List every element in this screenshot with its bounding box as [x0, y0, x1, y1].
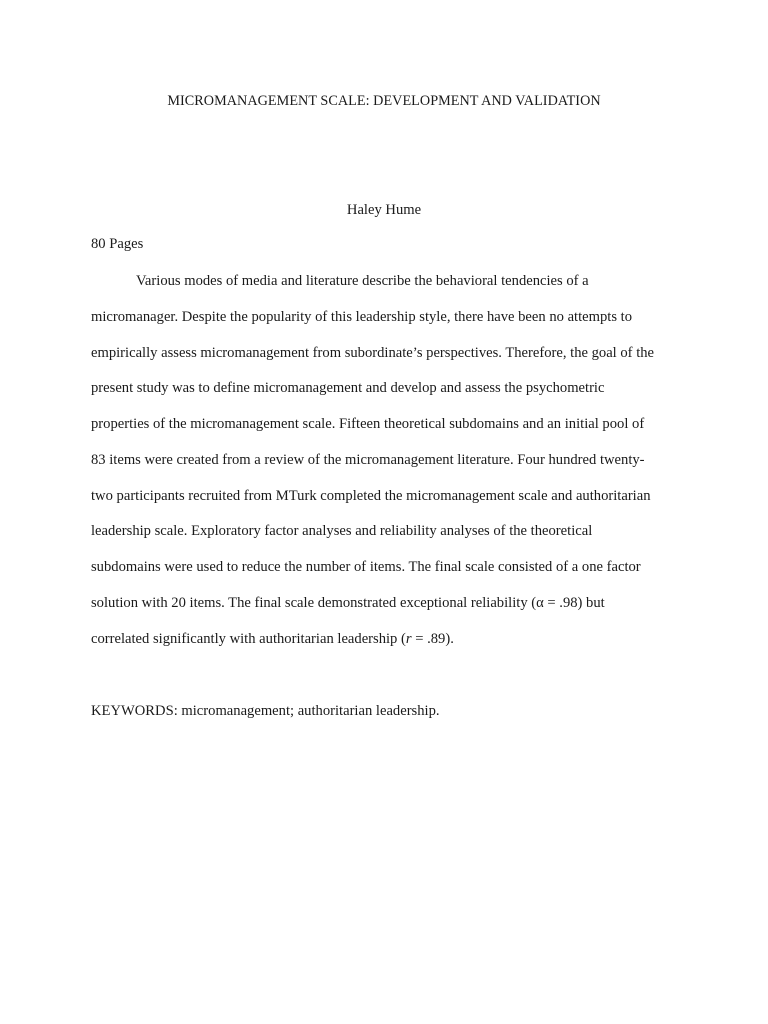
abstract-line: Various modes of media and literature describe the behavioral tendencies of a	[136, 273, 589, 289]
abstract-line: 83 items were created from a review of the micromanagement literature. Four hundred twenty-	[91, 451, 645, 468]
document-title: MICROMANAGEMENT SCALE: DEVELOPMENT AND VALIDATION	[167, 93, 601, 109]
abstract-line: micromanager. Despite the popularity of this leadership style, there have been no attempts to	[91, 308, 633, 325]
abstract-last-line-prefix: correlated significantly with authoritarian leadership (	[91, 630, 406, 647]
abstract-line: subdomains were used to reduce the number of items. The final scale consisted of a one factor	[91, 559, 641, 575]
correlation-symbol: r	[405, 630, 412, 647]
page-count: 80 Pages	[91, 236, 144, 252]
abstract-line: properties of the micromanagement scale. Fifteen theoretical subdomains and an initial pool of	[91, 416, 645, 432]
abstract	[91, 264, 677, 657]
abstract-line: empirically assess micromanagement from subordinate’s perspectives. Therefore, the goal of the	[91, 344, 655, 361]
author-name: Haley Hume	[346, 202, 422, 218]
abstract-line: present study was to define micromanagement and develop and assess the psychometric	[91, 380, 605, 397]
keywords: KEYWORDS: micromanagement; authoritarian leadership.	[91, 703, 440, 719]
abstract-line: two participants recruited from MTurk completed the micromanagement scale and authoritarian	[91, 487, 651, 504]
abstract-line: solution with 20 items. The final scale demonstrated exceptional reliability (α = .98) but	[91, 594, 605, 611]
abstract-last-line-suffix: = .89).	[411, 630, 454, 647]
abstract-line: leadership scale. Exploratory factor analyses and reliability analyses of the theoretical	[91, 523, 593, 540]
abstract-last-line	[91, 622, 677, 658]
